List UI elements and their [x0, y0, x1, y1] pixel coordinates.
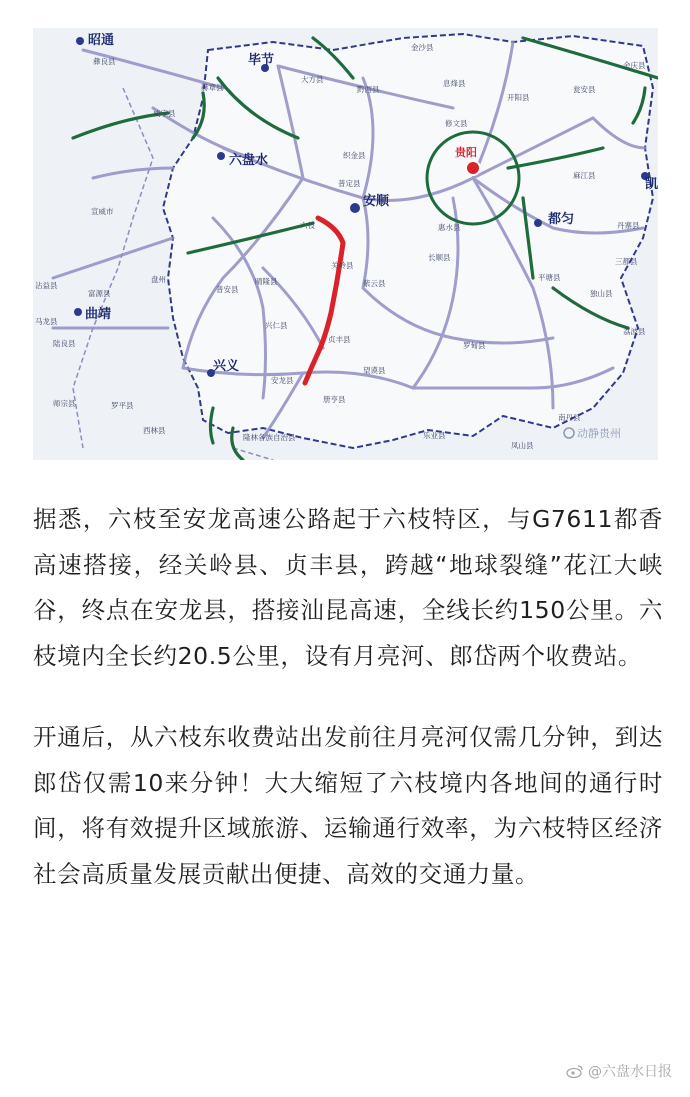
map-label-xuanwei: 宣威市 [91, 207, 114, 216]
map-label-leye: 乐业县 [423, 431, 446, 440]
map-label-longlin: 隆林各族自治县 [243, 433, 296, 442]
map-label-jinsha: 金沙县 [411, 43, 434, 52]
map-label-xilin: 西林县 [143, 426, 166, 435]
weibo-icon [566, 1064, 584, 1078]
map-label-qianxi: 黔西县 [357, 85, 380, 94]
map-label-kaiyang: 开阳县 [507, 93, 530, 102]
map-label-pingtang: 平塘县 [538, 273, 561, 282]
map-label-anlong: 安龙县 [271, 376, 294, 385]
article-paragraph-1: 据悉，六枝至安龙高速公路起于六枝特区，与G7611都香高速搭接，经关岭县、贞丰县，跨越“地球裂缝”花江大峡谷，终点在安龙县，搭接汕昆高速，全线长约150公里。六枝境内全长约20.5公里，设有月亮河、郎岱两个收费站。 [33, 505, 663, 670]
map-label-puding: 普定县 [338, 179, 361, 188]
map-label-qinglong: 晴隆县 [255, 277, 278, 286]
map-label-dushan: 独山县 [590, 289, 613, 298]
map-label-liuzhi: 六枝 [300, 221, 315, 230]
logo-icon [564, 428, 574, 438]
map-label-guiyang: 贵阳 [455, 146, 477, 159]
map-label-kaili: 凯 [645, 177, 658, 192]
article-body [33, 497, 663, 897]
map-label-panzhou: 盘州 [151, 275, 166, 284]
map-label-yiliang: 彝良县 [93, 57, 116, 66]
map-label-xingyi: 兴义 [213, 359, 240, 374]
map-label-duyun: 都匀 [548, 212, 575, 227]
map-label-libo: 荔波县 [623, 327, 646, 336]
map-label-malong: 马龙县 [35, 317, 58, 326]
watermark-text: @六盘水日报 [588, 1064, 672, 1080]
map-label-zhaotong: 昭通 [88, 33, 115, 48]
map-graphic [33, 28, 658, 460]
map-label-xiuwen: 修文县 [445, 119, 468, 128]
map-label-zhenfeng: 贞丰县 [328, 335, 351, 344]
map-label-anshun: 安顺 [363, 194, 390, 209]
map-label-bijie: 毕节 [248, 53, 275, 68]
route-map [33, 28, 658, 460]
map-label-danzhai: 丹寨县 [617, 221, 640, 230]
map-label-zhanyi: 沾益县 [35, 281, 58, 290]
map-label-pu-an: 普安县 [216, 285, 239, 294]
svg-text:动静贵州: 动静贵州 [577, 427, 621, 440]
map-label-hezhang: 赫章县 [201, 83, 224, 92]
map-label-fengshan: 凤山县 [511, 441, 534, 450]
map-label-sandu: 三都县 [615, 257, 638, 266]
map-label-fuyuan: 富源县 [88, 289, 111, 298]
map-label-xifeng: 息烽县 [443, 79, 466, 88]
map-label-luodian: 罗甸县 [463, 341, 486, 350]
article-paragraph-2: 开通后，从六枝东收费站出发前往月亮河仅需几分钟，到达郎岱仅需10来分钟！大大缩短了六枝境内各地间的通行时间，将有效提升区域旅游、运输通行效率，为六枝特区经济社会高质量发展贡献出便捷、高效的交通力量。 [33, 723, 663, 888]
map-label-xingren: 兴仁县 [265, 321, 288, 330]
map-label-nandan: 南丹县 [558, 413, 581, 422]
map-label-weining: 威宁县 [153, 109, 176, 118]
map-label-ziyun: 紫云县 [363, 279, 386, 288]
map-label-liupanshui: 六盘水 [229, 153, 269, 168]
map-label-yuqing: 余庆县 [623, 61, 646, 70]
map-label-majiang: 麻江县 [573, 171, 596, 180]
map-label-ceheng: 册亨县 [323, 395, 346, 404]
map-label-weng-an: 瓮安县 [573, 85, 596, 94]
map-label-qujing: 曲靖 [85, 307, 112, 322]
weibo-watermark [566, 1061, 672, 1081]
guiyang-marker [466, 161, 480, 175]
map-label-changshun: 长顺县 [428, 253, 451, 262]
map-label-shizong: 师宗县 [53, 399, 76, 408]
map-label-luliang: 陆良县 [53, 339, 76, 348]
map-logo [564, 426, 621, 440]
map-label-wangmo: 望谟县 [363, 366, 386, 375]
map-label-huishui: 惠水县 [438, 223, 461, 232]
map-label-dafang: 大方县 [301, 75, 324, 84]
map-label-luoping: 罗平县 [111, 401, 134, 410]
map-label-zhijin: 织金县 [343, 151, 366, 160]
map-label-guanling: 关岭县 [331, 261, 354, 270]
